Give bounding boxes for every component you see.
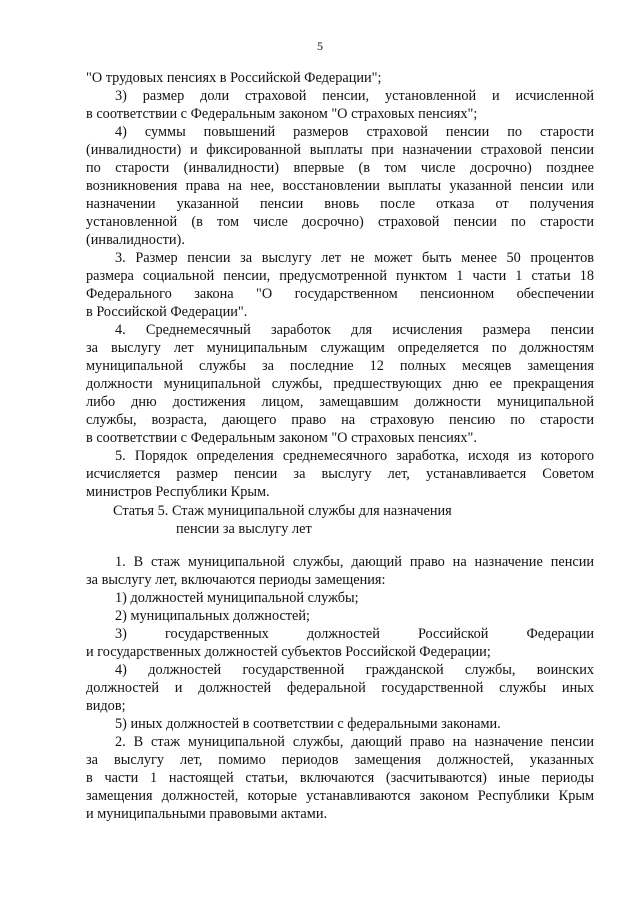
text-line: должности муниципальной службы, предшествующих дню ее прекращения [86,376,594,392]
page-number: 5 [317,39,323,53]
text-line: 2. В стаж муниципальной службы, дающий право на назначение пенсии [115,734,594,750]
text-line: 1. В стаж муниципальной службы, дающий право на назначение пенсии [115,554,594,570]
text-line: замещения должностей, которые устанавливаются законом Республики Крым [86,788,594,804]
text-line: "О трудовых пенсиях в Российской Федерации"; [86,70,382,86]
text-line: (инвалидности). [86,232,185,248]
text-line: либо дню достижения лицом, замещавшим должности муниципальной [86,394,594,410]
text-line: 3) размер доли страховой пенсии, установленной и исчисленной [115,88,594,104]
text-line: размера социальной пенсии, предусмотренной пунктом 1 части 1 статьи 18 [86,268,594,284]
text-line: за выслугу лет муниципальным служащим определяется по должностям [86,340,594,356]
text-line: в соответствии с Федеральным законом "О страховых пенсиях". [86,430,477,446]
text-line: министров Республики Крым. [86,484,270,500]
text-line: 2) муниципальных должностей; [115,608,311,624]
text-line: Федерального закона "О государственном пенсионном обеспечении [86,286,594,302]
text-line: 4. Среднемесячный заработок для исчисления размера пенсии [115,322,594,338]
text-line: видов; [86,698,126,714]
text-line: в соответствии с Федеральным законом "О страховых пенсиях"; [86,106,478,122]
text-line: назначении указанной пенсии вновь после отказа от получения [86,196,594,212]
text-line: возникновения права на нее, восстановлении выплаты указанной пенсии или [86,178,594,194]
text-line: должностей и должностей федеральной государственной службы иных [86,680,594,696]
text-line: (инвалидности) и фиксированной выплаты при назначении страховой пенсии [86,142,594,158]
text-line: 4) должностей государственной гражданской службы, воинских [115,662,594,678]
text-line: 5. Порядок определения среднемесячного заработка, исходя из которого [115,448,594,464]
text-line: 1) должностей муниципальной службы; [115,590,359,606]
text-line: 4) суммы повышений размеров страховой пенсии по старости [115,124,594,140]
text-line: 3. Размер пенсии за выслугу лет не может быть менее 50 процентов [115,250,594,266]
text-line: в части 1 настоящей статьи, включаются (засчитываются) иные периоды [86,770,594,786]
text-line: муниципальной службы за последние 12 полных месяцев замещения [86,358,594,374]
text-line: 5) иных должностей в соответствии с федеральными законами. [115,716,501,732]
text-line: исчисляется размер пенсии за выслугу лет, устанавливается Советом [86,466,594,482]
text-line: и государственных должностей субъектов Российской Федерации; [86,644,491,660]
text-line: по старости (инвалидности) впервые (в том числе досрочно) позднее [86,160,594,176]
text-line: и муниципальными правовыми актами. [86,806,328,822]
text-line: в Российской Федерации". [86,304,248,320]
article-heading-line-2: пенсии за выслугу лет [176,521,312,537]
text-line: службы, возраста, дающего право на страховую пенсию по старости [86,412,594,428]
text-line: 3) государственных должностей Российской Федерации [115,626,594,642]
text-line: за выслугу лет, включаются периоды замещения: [86,572,386,588]
article-heading-line-1: Статья 5. Стаж муниципальной службы для назначения [113,503,452,519]
text-line: за выслугу лет, помимо периодов замещения должностей, указанных [86,752,594,768]
text-line: установленной (в том числе досрочно) страховой пенсии по старости [86,214,594,230]
